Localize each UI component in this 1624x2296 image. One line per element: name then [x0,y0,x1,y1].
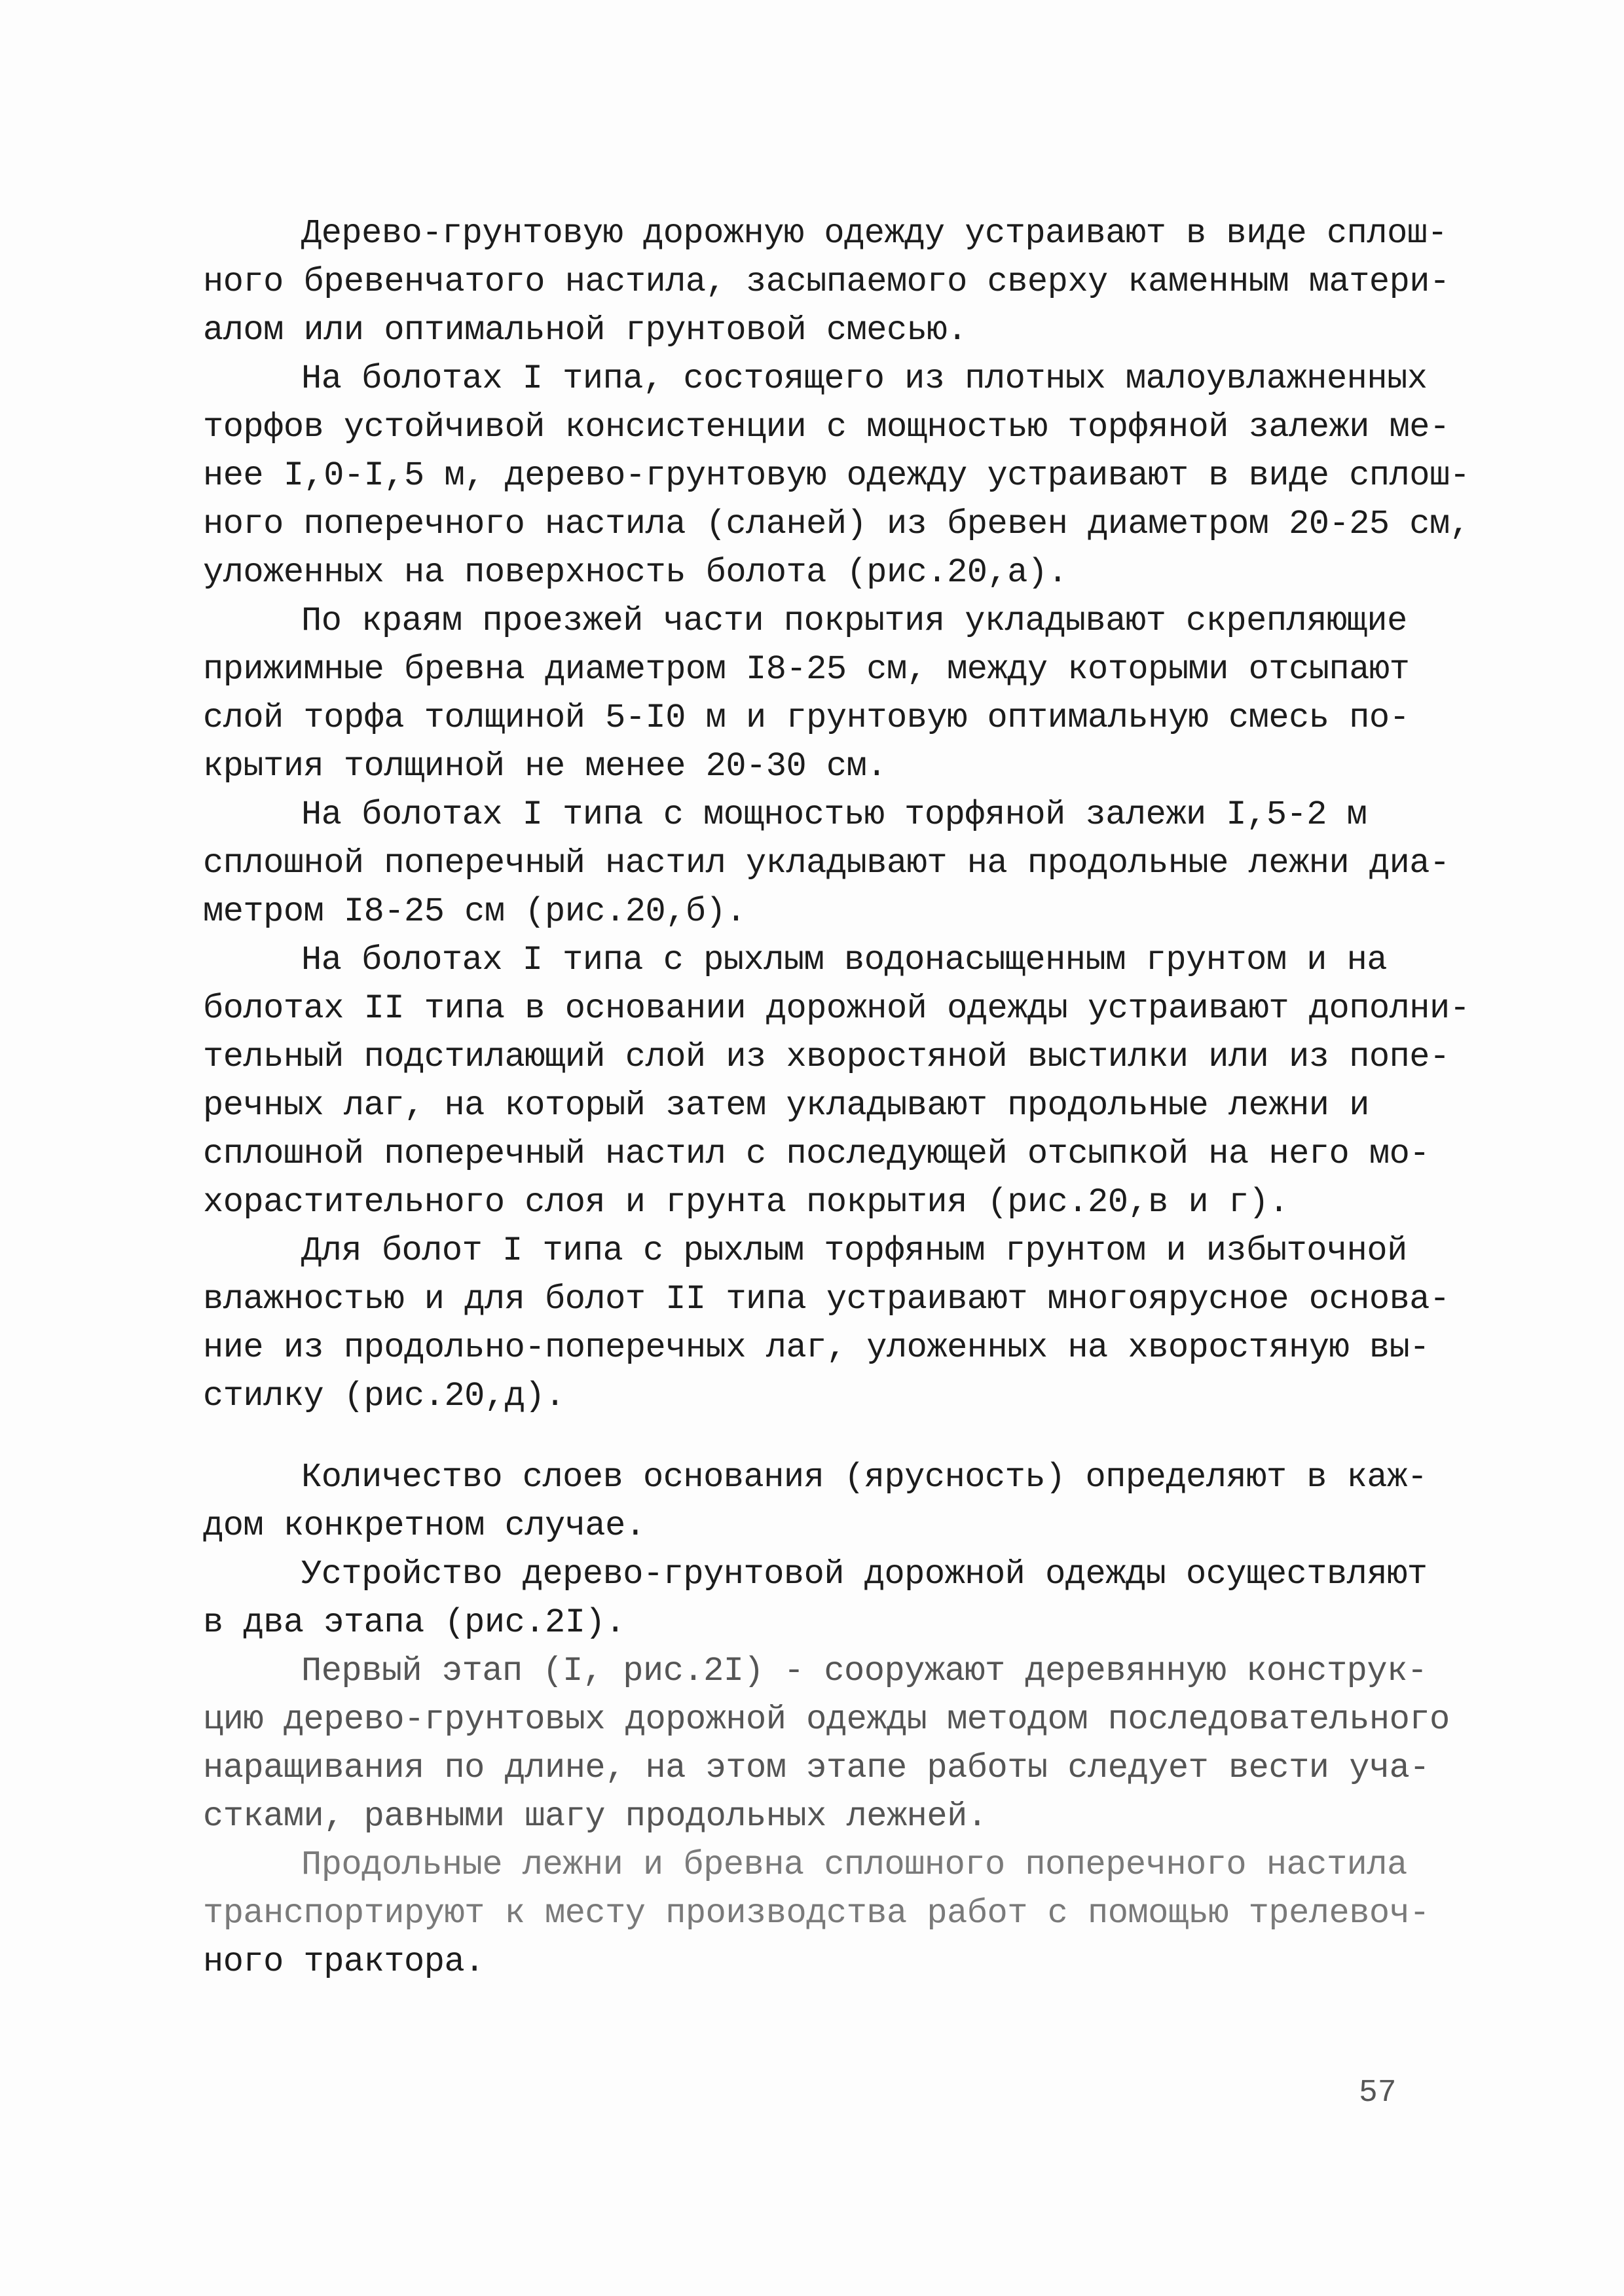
text-line: алом или оптимальной грунтовой смесью. [203,311,967,350]
text-line: сплошной поперечный настил укладывают на продольные лежни диа- [203,844,1450,883]
text-line: ного поперечного настила (сланей) из бревен диаметром 20-25 см, [203,505,1470,543]
text-line: Первый этап (I, рис.2I) - сооружают деревянную конструк- [301,1652,1428,1690]
page-number: 57 [1359,2075,1397,2111]
text-line: прижимные бревна диаметром I8-25 см, между которыми отсыпают [203,650,1410,689]
text-line: хорастительного слоя и грунта покрытия (рис.20,в и г). [203,1183,1289,1222]
text-line: ние из продольно-поперечных лаг, уложенных на хворостяную вы- [203,1328,1430,1367]
text-line: слой торфа толщиной 5-I0 м и грунтовую оптимальную смесь по- [203,699,1410,737]
text-section-1 [203,210,1470,1421]
text-line: стками, равными шагу продольных лежней. [203,1797,987,1836]
text-line: Для болот I типа с рыхлым торфяным грунтом и избыточной [301,1231,1407,1270]
text-line: метром I8-25 см (рис.20,б). [203,892,747,931]
text-line: По краям проезжей части покрытия укладывают скрепляющие [301,602,1407,640]
text-line: в два этапа (рис.2I). [203,1603,625,1642]
text-section-2 [203,1453,1450,1986]
text-line: Продольные лежни и бревна сплошного поперечного настила [301,1846,1407,1884]
text-line: Дерево-грунтовую дорожную одежду устраивают в виде сплош- [301,214,1448,253]
text-line: наращивания по длине, на этом этапе работы следует вести уча- [203,1749,1430,1787]
text-line: транспортируют к месту производства работ с помощью трелевоч- [203,1894,1430,1933]
text-line: Количество слоев основания (ярусность) определяют в каж- [301,1458,1428,1497]
text-line: уложенных на поверхность болота (рис.20,а). [203,553,1068,592]
text-line: ного бревенчатого настила, засыпаемого сверху каменным матери- [203,263,1450,301]
text-line: болотах II типа в основании дорожной одежды устраивают дополни- [203,989,1470,1028]
text-line: влажностью и для болот II типа устраивают многоярусное основа- [203,1280,1450,1319]
text-line: На болотах I типа с рыхлым водонасыщенным грунтом и на [301,941,1388,979]
text-line: нее I,0-I,5 м, дерево-грунтовую одежду устраивают в виде сплош- [203,456,1470,495]
text-line: дом конкретном случае. [203,1506,646,1545]
text-line: стилку (рис.20,д). [203,1377,565,1415]
text-line: речных лаг, на который затем укладывают продольные лежни и [203,1086,1369,1125]
text-line: На болотах I типа с мощностью торфяной залежи I,5-2 м [301,795,1367,834]
text-line: Устройство дерево-грунтовой дорожной одежды осуществляют [301,1555,1428,1594]
text-line: цию дерево-грунтовых дорожной одежды методом последовательного [203,1700,1450,1739]
text-line: торфов устойчивой консистенции с мощностью торфяной залежи ме- [203,408,1450,446]
text-line: тельный подстилающий слой из хворостяной выстилки или из попе- [203,1038,1450,1076]
text-line: ного трактора. [203,1942,485,1981]
text-line: На болотах I типа, состоящего из плотных малоувлажненных [301,359,1428,398]
text-line: сплошной поперечный настил с последующей отсыпкой на него мо- [203,1135,1430,1173]
text-line: крытия толщиной не менее 20-30 см. [203,747,887,786]
